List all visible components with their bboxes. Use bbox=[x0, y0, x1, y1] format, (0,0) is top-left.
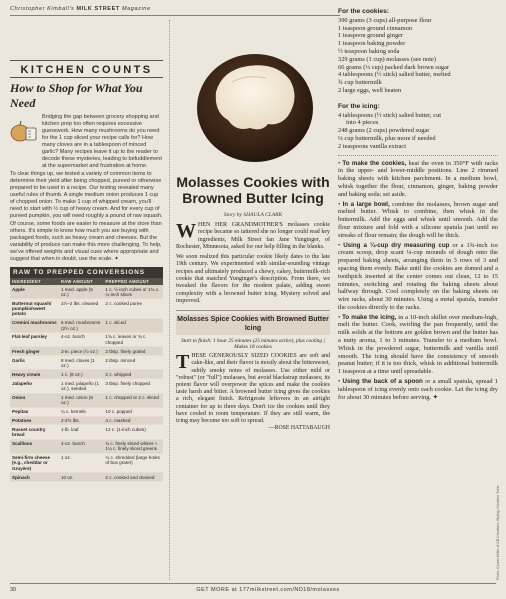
table-row bbox=[10, 453, 163, 472]
table-header-prepped: PREPPED AMOUNT bbox=[103, 278, 163, 285]
table-row bbox=[10, 393, 163, 407]
recipe-steps bbox=[338, 160, 498, 402]
step-lead: To make the cookies, bbox=[342, 159, 407, 167]
prepped-amount-cell: ¾ c. finely sliced whites + 1¼ c. finely sliced greens bbox=[103, 439, 163, 453]
story-dropcap: W bbox=[176, 220, 196, 242]
raw-amount-cell: 1-lb. loaf bbox=[59, 425, 103, 439]
recipe-step: • Using a ¼-cup dry measuring cup or a 1¾-inch ice cream scoop, drop scant ¼-cup mounds of dough onto the prepared baking sheets, arranging them in 3 rows of 3 and spacing them evenly. Bake until the cookies are domed and a toothpick inserted at the center comes out clean, 12 to 15 minutes, switching and rotating the baking sheets about halfway through. Cool completely on the baking sheets on wire racks, about 30 minutes. Using a metal spatula, transfer the cookies directly to the racks. bbox=[338, 241, 498, 311]
raw-amount-cell: 2-2½ lbs. bbox=[59, 416, 103, 425]
ingredient-cell: Heavy cream bbox=[10, 370, 59, 379]
ingredient-cell: Cremini mushrooms bbox=[10, 318, 59, 332]
prepped-amount-cell: 3 tbsp. finely chopped bbox=[103, 379, 163, 393]
ingredient-cell: Pepitas bbox=[10, 407, 59, 416]
kitchen-counts-sidebar bbox=[10, 20, 170, 580]
table-row bbox=[10, 370, 163, 379]
magazine-name-tail: Magazine bbox=[121, 6, 151, 12]
raw-amount-cell: 4-oz. bunch bbox=[59, 333, 103, 347]
ingredient-item: ¼ cup buttermilk, plus more if needed bbox=[338, 134, 436, 142]
ingredient-cell: Garlic bbox=[10, 356, 59, 370]
recipe-intro-box bbox=[176, 310, 330, 431]
step-text: in a 10-inch skillet over medium-high, melt the butter. Cook, swirling the pan frequently, until the milk solids at the bottom are golden brown and the butter has a nutty aroma, 1 to 3 minutes. Transfer to a medium bowl. Whisk in the powdered sugar, buttermilk and vanilla until smooth. The icing should have the consistency of smooth peanut butter; if it is too thick, whisk in additional buttermilk 1 teaspoon at a time until spreadable. bbox=[338, 313, 498, 376]
article-title: Molasses Cookies with Browned Butter Icing bbox=[176, 174, 330, 206]
ingredient-cell: Potatoes bbox=[10, 416, 59, 425]
recipe-meta: Start to finish: 1 hour 25 minutes (25 minutes active), plus cooling | Makes 18 cookies bbox=[181, 338, 325, 351]
raw-amount-cell: 1 med. apple (6 oz.) bbox=[59, 285, 103, 299]
ingredient-item: 329 grams (1 cup) molasses (see note) bbox=[338, 55, 436, 63]
cookie-photo bbox=[176, 20, 330, 170]
page-footer bbox=[10, 583, 496, 595]
ingredient-cell: Apple bbox=[10, 285, 59, 299]
table-row bbox=[10, 407, 163, 416]
prepped-amount-cell: 4 c. mashed bbox=[103, 416, 163, 425]
raw-amount-cell: 1 oz. bbox=[59, 453, 103, 472]
prepped-amount-cell: 1 c. sliced bbox=[103, 318, 163, 332]
step-text: combine the molasses, brown sugar and melted butter. Whisk to combine, then whisk in the buttermilk. Add the eggs and whisk until smooth. Add the flour mixture and fold with a silicone spatula just until no streaks of flour remain; the dough will be thick. bbox=[338, 200, 498, 239]
raw-amount-cell: ¼ c. kernels bbox=[59, 407, 103, 416]
raw-amount-cell: 1 med. jalapeño (1 oz.), seeded bbox=[59, 379, 103, 393]
kitchen-counts-body bbox=[10, 114, 163, 263]
raw-amount-cell: 10 oz. bbox=[59, 473, 103, 482]
pumpkin-measuring-cup-icon bbox=[10, 116, 38, 144]
raw-amount-cell: 1½–2 lbs. cleaned bbox=[59, 299, 103, 318]
prepped-amount-cell: 2 c. whipped bbox=[103, 370, 163, 379]
prepped-amount-cell: 2 tbsp. minced bbox=[103, 356, 163, 370]
ingredient-item: 390 grams (3 cups) all-purpose flour bbox=[338, 16, 432, 24]
story-paragraph: We soon realized this particular cookie likely dates to the late 19th century. We experimented with similar-sounding vintage recipes and ultimately produced a chewy, cakey, buttermilk-rich cookie that matched Yunginger's description. From there, we tweaked the flavors for the modern palate, adding sweet complexity with a browned butter icing. Mystery solved and improved. bbox=[176, 254, 330, 304]
ingredient-item: into 4 pieces bbox=[346, 119, 379, 127]
ingredient-cell: Jalapeño bbox=[10, 379, 59, 393]
ingredient-cell: Scallions bbox=[10, 439, 59, 453]
ingredient-item: 1 teaspoon ground ginger bbox=[338, 32, 404, 40]
recipe-step: • Using the back of a spoon or a small spatula, spread 1 tablespoon of icing evenly onto each cookie. Let the icing dry for about 30 minutes before serving. ✦ bbox=[338, 378, 498, 401]
prepped-amount-cell: 2 tbsp. finely grated bbox=[103, 347, 163, 356]
prepped-amount-cell: 1 c. ½-inch cubes or 1¾ c. ¼-inch slices bbox=[103, 285, 163, 299]
footer-link[interactable]: GET MORE at 177milkstreet.com/ND18/molasses bbox=[196, 586, 340, 593]
conversions-table-body bbox=[10, 285, 163, 481]
icing-ingredient-list bbox=[338, 112, 498, 151]
ingredient-item: 4 tablespoons (½ stick) salted butter, melted bbox=[338, 71, 451, 79]
cookies-ingredient-list bbox=[338, 17, 498, 95]
raw-amount-cell: 1 med. onion (8 oz.) bbox=[59, 393, 103, 407]
table-row bbox=[10, 285, 163, 299]
ingredient-item: ¾ cup buttermilk bbox=[338, 79, 382, 87]
recipe-step: • In a large bowl, combine the molasses, brown sugar and melted butter. Whisk to combine, then whisk in the buttermilk. Add the eggs and whisk until smooth. Add the flour mixture and fold with a silicone spatula just until no streaks of flour remain; the dough will be thick. bbox=[338, 200, 498, 239]
prepped-amount-cell: ¼ c. shredded (large holes of box grater) bbox=[103, 453, 163, 472]
ingredient-item: 1 teaspoon baking powder bbox=[338, 40, 406, 48]
table-row bbox=[10, 356, 163, 370]
step-lead: In a large bowl, bbox=[342, 200, 390, 208]
ingredient-item: 66 grams (⅓ cup) packed dark brown sugar bbox=[338, 63, 450, 71]
article-byline: Story by SHAULA CLARK bbox=[223, 212, 283, 218]
recipe-title: Molasses Spice Cookies with Browned Butter Icing bbox=[176, 314, 330, 335]
article-column bbox=[176, 20, 330, 585]
conversions-table bbox=[10, 278, 163, 482]
kitchen-counts-paragraph: Of course, some foods are easier to measure at the store than others. It's simple to know how much you are buying with packaged foods, such as heavy cream and cheeses. But the variability of produce can make this more challenging. To help, we've offered weights and visual cues where appropriate and suggest that when in doubt, use the scale. ✦ bbox=[10, 221, 162, 262]
prepped-amount-cell: 1 c. chopped or 2 c. sliced bbox=[103, 393, 163, 407]
table-row bbox=[10, 347, 163, 356]
step-text: heat the oven to 350°F with racks in the upper- and lower-middle positions. Line 2 rimmed baking sheets with kitchen parchment. In a medium bowl, whisk together the flour, cinnamon, ginger, baking powder and baking soda; set aside. bbox=[338, 159, 498, 198]
recipe-intro bbox=[176, 353, 330, 425]
prepped-amount-cell: 12 c. (1-inch cubes) bbox=[103, 425, 163, 439]
table-row bbox=[10, 333, 163, 347]
prepped-amount-cell: 2 c. cooked puree bbox=[103, 299, 163, 318]
kitchen-counts-heading: KITCHEN COUNTS bbox=[10, 60, 163, 78]
step-text: or a small spatula, spread 1 tablespoon of icing evenly onto each cookie. Let the icing dry for about 30 minutes before serving. ✦ bbox=[338, 378, 498, 401]
step-lead: To make the icing, bbox=[342, 313, 397, 321]
page-header bbox=[10, 6, 340, 16]
step-text: or a 1¾-inch ice cream scoop, drop scant ¼-cup mounds of dough onto the prepared baking sheets, arranging them in 3 rows of 3 and spacing them evenly. Bake until the cookies are domed and a toothpick inserted at the center comes out clean, 12 to 15 minutes, switching and rotating the baking sheets about halfway through. Cool completely on the baking sheets on wire racks, about 30 minutes. Using a metal spatula, transfer the cookies directly to the racks. bbox=[338, 241, 498, 311]
ingredient-cell: Butternut squash/ pumpkin/sweet potato bbox=[10, 299, 59, 318]
page-number: 30 bbox=[10, 586, 17, 593]
ingredient-item: 248 grams (2 cups) powdered sugar bbox=[338, 127, 430, 135]
ingredient-cell: Semi-firm cheese (e.g., cheddar or Gruyère) bbox=[10, 453, 59, 472]
recipe-step: • To make the icing, in a 10-inch skillet over medium-high, melt the butter. Cook, swirling the pan frequently, until the milk solids at the bottom are golden brown and the butter has a nutty aroma, 1 to 3 minutes. Transfer to a medium bowl. Whisk in the powdered sugar, buttermilk and vanilla until smooth. The icing should have the consistency of smooth peanut butter; if it is too thick, whisk in additional buttermilk 1 teaspoon at a time until spreadable. bbox=[338, 313, 498, 376]
prepped-amount-cell: 2 c. cooked and drained bbox=[103, 473, 163, 482]
raw-amount-cell: 3-in. piece (½ oz.) bbox=[59, 347, 103, 356]
table-row bbox=[10, 425, 163, 439]
kitchen-counts-paragraph: To clear things up, we tested a variety of common items to determine their yield after being chopped, pureed or otherwise prepared to be used in a recipe. Our testing revealed many useful rules of thumb. A single medium onion produces 1 cup of chopped onion. To make 1 cup of whipped cream, you'll need to start with ½ cup of heavy cream. And for every cup of pureed pumpkin, you will need roughly a pound of raw squash. bbox=[10, 171, 163, 219]
ingredient-item: ½ teaspoon baking soda bbox=[338, 47, 400, 55]
article-story bbox=[176, 222, 330, 305]
table-row bbox=[10, 439, 163, 453]
conversions-table-title: RAW TO PREPPED CONVERSIONS bbox=[10, 267, 163, 278]
ingredient-item: 4 tablespoons (½ stick) salted butter, cut bbox=[338, 111, 442, 119]
table-row bbox=[10, 299, 163, 318]
recipe-step: • To make the cookies, heat the oven to 350°F with racks in the upper- and lower-middle positions. Line 2 rimmed baking sheets with kitchen parchment. In a medium bowl, whisk together the flour, cinnamon, ginger, baking powder and baking soda; set aside. bbox=[338, 159, 498, 198]
kitchen-counts-paragraph: Bridging the gap between grocery shopping and kitchen prep too often requires excessive guesswork. How many mushrooms do you need for the 1 cup sliced your recipe calls for? How many cloves are in a tablespoon of minced garlic? Many recipes leave it up to the reader to decode these mysteries, leading to befuddlement at the supermarket and frustration at home. bbox=[42, 114, 162, 169]
kitchen-counts-subheading: How to Shop for What You Need bbox=[10, 81, 143, 110]
step-lead: Using the back of a spoon bbox=[342, 378, 423, 386]
recipe-dropcap: T bbox=[176, 351, 190, 374]
table-header-ingredient: INGREDIENT bbox=[10, 278, 59, 285]
prepped-amount-cell: 1¾ c. leaves or ¾ c. chopped bbox=[103, 333, 163, 347]
icing-ingredients-heading: For the icing: bbox=[338, 102, 380, 110]
raw-amount-cell: 8 med. cloves (1 oz.) bbox=[59, 356, 103, 370]
recipe-column bbox=[338, 8, 498, 573]
ingredient-cell: Fresh ginger bbox=[10, 347, 59, 356]
ingredient-cell: Onion bbox=[10, 393, 59, 407]
table-row bbox=[10, 379, 163, 393]
table-header-raw: RAW AMOUNT bbox=[59, 278, 103, 285]
ingredient-cell: Spinach bbox=[10, 473, 59, 482]
raw-amount-cell: 4-oz. bunch bbox=[59, 439, 103, 453]
story-paragraph: HEN HER GRANDMOTHER'S molasses cookie recipe became so tattered she no longer could read key ingredients, Milk Street fan Jane Yunginger, of Rochester, Minnesota, asked for our help filling in the blanks. bbox=[176, 222, 330, 250]
magazine-name-bold: MILK STREET bbox=[76, 6, 120, 12]
cookies-ingredients-heading: For the cookies: bbox=[338, 8, 389, 15]
ingredient-cell: Russet country bread bbox=[10, 425, 59, 439]
ingredient-item: 1 teaspoon ground cinnamon bbox=[338, 24, 413, 32]
ingredient-cell: Flat-leaf parsley bbox=[10, 333, 59, 347]
table-row bbox=[10, 473, 163, 482]
photo-credit: Photo: Connie Miller of CB Creatives; Styling: Christine Tobin bbox=[496, 485, 500, 580]
ingredient-item: 2 teaspoons vanilla extract bbox=[338, 142, 406, 150]
recipe-intro-text: HESE GENEROUSLY SIZED COOKIES are soft and cake-like, and their flavor is mostly about the bittersweet, subtly smoky notes of molasses. Use either mild or "robust" (or "full") molasses, but avoid blackstrap molasses; its potent flavor will overpower the spices and make the cookies taste harsh and bitter. A browned butter icing gives the cookies a rich, elegant finish. Refrigerate leftovers in an airtight container for up to three days. Don't ice the cookies until they have cooled to room temperature. If they are still warm, the icing may become too soft to spread. bbox=[176, 353, 330, 425]
table-row bbox=[10, 416, 163, 425]
ingredient-item: 2 large eggs, well beaten bbox=[338, 86, 402, 94]
raw-amount-cell: 1 c. (8 oz.) bbox=[59, 370, 103, 379]
table-row bbox=[10, 318, 163, 332]
recipe-signoff: —ROSE HATTABAUGH bbox=[268, 425, 330, 432]
magazine-name: Christopher Kimball's bbox=[10, 6, 75, 12]
prepped-amount-cell: 10 c. popped bbox=[103, 407, 163, 416]
step-lead: Using a ¼-cup dry measuring cup bbox=[343, 241, 450, 249]
raw-amount-cell: 6 med. mushrooms (2½ oz.) bbox=[59, 318, 103, 332]
